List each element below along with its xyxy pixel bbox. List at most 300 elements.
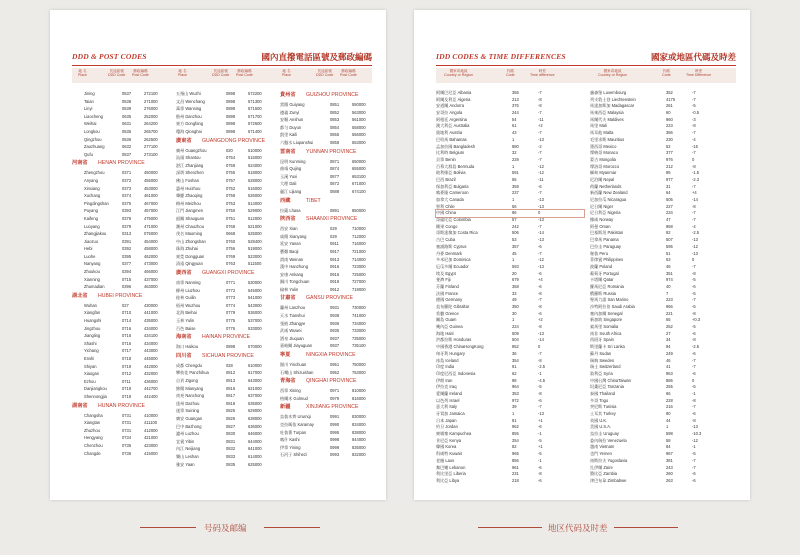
post-code: 458000 bbox=[144, 246, 158, 252]
country-code: 227 bbox=[666, 203, 673, 209]
country-code: 960 bbox=[666, 116, 673, 122]
ddd-code: 0668 bbox=[226, 231, 236, 237]
time-difference: -2 bbox=[538, 143, 542, 149]
post-code: 617000 bbox=[248, 370, 262, 376]
country-row bbox=[590, 264, 738, 271]
ddd-code: 0379 bbox=[122, 223, 132, 229]
place-row bbox=[280, 304, 382, 312]
country-name: 德國 Germany bbox=[436, 297, 463, 303]
ddd-code: 0995 bbox=[330, 429, 340, 435]
ddd-code: 0835 bbox=[226, 461, 236, 467]
left-header-en: Place bbox=[78, 73, 87, 77]
place-row bbox=[176, 98, 278, 106]
country-row bbox=[436, 351, 584, 358]
place-row bbox=[72, 113, 174, 121]
time-difference: +1 bbox=[538, 444, 543, 450]
country-name: 哥倫比亞 Colombia bbox=[436, 217, 471, 223]
post-code: 844000 bbox=[352, 437, 366, 443]
country-name: 摩洛哥 Morocco bbox=[590, 163, 620, 169]
post-code: 523000 bbox=[248, 253, 262, 259]
time-difference: -1 bbox=[538, 370, 542, 376]
place-name: Zhangjiakou bbox=[84, 231, 107, 237]
place-row bbox=[72, 419, 174, 427]
ddd-code: 0537 bbox=[122, 151, 132, 157]
country-row bbox=[436, 391, 584, 398]
time-difference: -8 bbox=[538, 324, 542, 330]
post-code: 614000 bbox=[248, 453, 262, 459]
place-row bbox=[176, 294, 278, 302]
ddd-code: 0394 bbox=[122, 269, 132, 275]
country-row bbox=[436, 431, 584, 438]
country-code: 53 bbox=[512, 237, 517, 243]
country-name: 蘇丹 Sudan bbox=[590, 350, 612, 356]
ddd-code: 0935 bbox=[330, 328, 340, 334]
time-difference: -6 bbox=[538, 283, 542, 289]
province-heading bbox=[176, 351, 278, 362]
place-row bbox=[72, 412, 174, 420]
place-row bbox=[72, 185, 174, 193]
country-name: 巴西 Brazil bbox=[436, 176, 456, 182]
country-row bbox=[436, 197, 584, 204]
place-name: Ezhou bbox=[84, 378, 96, 384]
post-code: 725000 bbox=[352, 271, 366, 277]
country-code: 880 bbox=[512, 143, 519, 149]
place-name: 遵義 Zunyi bbox=[280, 109, 300, 115]
country-code: 41 bbox=[666, 364, 671, 370]
country-code: 963 bbox=[666, 370, 673, 376]
country-code: 52 bbox=[666, 143, 671, 149]
place-row bbox=[72, 340, 174, 348]
post-code: 525000 bbox=[248, 231, 262, 237]
ddd-code: 0755 bbox=[226, 170, 236, 176]
post-code: 816000 bbox=[352, 395, 366, 401]
place-name: Anyang bbox=[84, 177, 98, 183]
ddd-code: 028 bbox=[226, 362, 233, 368]
place-name: 巴中 Bazhong bbox=[176, 423, 202, 429]
place-name: 梅州 Meizhou bbox=[176, 200, 201, 206]
time-difference: -7 bbox=[692, 130, 696, 136]
ddd-code: 0913 bbox=[330, 256, 340, 262]
country-name: 丹麥 Denmark bbox=[436, 250, 462, 256]
post-code: 543000 bbox=[248, 302, 262, 308]
time-difference: -6 bbox=[538, 397, 542, 403]
country-code: 213 bbox=[512, 96, 519, 102]
place-row bbox=[176, 407, 278, 415]
post-code: 714000 bbox=[352, 256, 366, 262]
country-code: 260 bbox=[666, 471, 673, 477]
place-name: 伊寧 Yining bbox=[280, 444, 301, 450]
time-difference: -6 bbox=[538, 183, 542, 189]
post-code: 075000 bbox=[144, 231, 158, 237]
country-row bbox=[436, 384, 584, 391]
country-name: 馬爾代夫 Maldives bbox=[590, 116, 624, 122]
country-name: 卡塔爾 Qatar bbox=[590, 277, 614, 283]
country-name: 泰國 Thailand bbox=[590, 390, 616, 396]
place-row bbox=[72, 177, 174, 185]
country-code: 49 bbox=[512, 297, 517, 303]
ddd-code: 0854 bbox=[330, 124, 340, 130]
ddd-code: 0816 bbox=[226, 385, 236, 391]
province-heading-cn: 河南省 bbox=[72, 160, 88, 167]
time-difference: -4 bbox=[692, 223, 696, 229]
country-row bbox=[436, 344, 584, 351]
country-code: 354 bbox=[512, 357, 519, 363]
country-code: 94 bbox=[666, 344, 671, 350]
time-difference: -7 bbox=[692, 90, 696, 95]
place-row bbox=[72, 245, 174, 253]
time-difference: -8 bbox=[538, 96, 542, 102]
country-code: 261 bbox=[666, 103, 673, 109]
country-row bbox=[590, 391, 738, 398]
country-code: 223 bbox=[666, 297, 673, 303]
ddd-code: 0718 bbox=[122, 356, 132, 361]
country-row bbox=[436, 170, 584, 177]
post-code: 518000 bbox=[248, 170, 262, 176]
post-code: 810000 bbox=[352, 388, 366, 394]
place-row bbox=[72, 276, 174, 284]
country-name: 扎伊爾 Zaire bbox=[590, 464, 613, 470]
country-row bbox=[590, 197, 738, 204]
country-code: 66 bbox=[666, 390, 671, 396]
post-code: 735100 bbox=[352, 343, 366, 349]
place-row bbox=[72, 128, 174, 136]
time-difference: -11 bbox=[538, 176, 544, 182]
ddd-code: 0719 bbox=[122, 363, 132, 369]
ddd-code: 0812 bbox=[226, 370, 236, 376]
province-heading bbox=[280, 147, 382, 158]
province-heading bbox=[280, 196, 382, 207]
place-name: Xiaogan bbox=[84, 371, 100, 377]
country-code: 231 bbox=[512, 471, 519, 477]
time-difference: -6 bbox=[692, 370, 696, 376]
right-footer-line-right bbox=[614, 527, 678, 528]
ddd-code: 0754 bbox=[226, 155, 236, 161]
place-row bbox=[176, 362, 278, 370]
place-row bbox=[280, 101, 382, 109]
place-name: 潮州 Chaozhou bbox=[176, 223, 204, 229]
place-row bbox=[176, 120, 278, 128]
time-difference: -1 bbox=[538, 457, 542, 463]
country-row bbox=[590, 137, 738, 144]
place-row bbox=[72, 442, 174, 450]
place-name: 曲靖 Qujing bbox=[280, 166, 302, 172]
country-code: 962 bbox=[512, 424, 519, 430]
left-header-cn: 郵政編碼 bbox=[133, 69, 148, 73]
place-row bbox=[176, 207, 278, 215]
place-name: 五指山 Wuzhi bbox=[176, 91, 201, 96]
country-name: 波蘭 Poland bbox=[590, 263, 613, 269]
place-row bbox=[280, 286, 382, 294]
country-code: 254 bbox=[512, 437, 519, 443]
place-row bbox=[280, 256, 382, 264]
country-code: 229 bbox=[512, 156, 519, 162]
place-row bbox=[280, 165, 382, 173]
ddd-code: 0825 bbox=[226, 408, 236, 414]
place-name: 石河子 Shihezi bbox=[280, 452, 307, 458]
country-code: 1 bbox=[512, 197, 515, 202]
place-name: Xinxiang bbox=[84, 185, 100, 191]
post-code: 572200 bbox=[248, 91, 262, 96]
ddd-code: 0915 bbox=[330, 271, 340, 277]
ddd-code: 0911 bbox=[330, 241, 339, 247]
right-header-cn: 代碼 bbox=[506, 69, 514, 73]
country-code: 381 bbox=[666, 457, 673, 463]
time-difference: -6 bbox=[538, 424, 542, 430]
country-row bbox=[436, 358, 584, 365]
place-name: Shennongjia bbox=[84, 393, 107, 399]
country-code: 60 bbox=[666, 110, 671, 116]
post-code: 455000 bbox=[144, 177, 158, 183]
place-name: Jingzhou bbox=[84, 325, 101, 331]
country-code: 350 bbox=[512, 304, 519, 309]
country-code: 591 bbox=[512, 170, 519, 176]
country-row bbox=[436, 398, 584, 405]
place-name: 佛山 Foshan bbox=[176, 177, 199, 183]
country-code: 509 bbox=[512, 330, 519, 336]
country-name: 聖馬力諾 San Marino bbox=[590, 297, 629, 303]
place-row bbox=[280, 188, 382, 196]
country-name: 巴拿馬 Panama bbox=[590, 237, 619, 243]
province-heading-en: SICHUAN PROVINCE bbox=[202, 352, 254, 359]
post-code: 719000 bbox=[352, 286, 366, 292]
ddd-code: 0852 bbox=[330, 109, 340, 115]
country-code: 30 bbox=[512, 310, 517, 316]
country-code: 39 bbox=[512, 404, 517, 410]
country-name: 美國 U.S.A. bbox=[590, 424, 612, 430]
country-name: 秘魯 Peru bbox=[590, 250, 608, 256]
country-name: 古巴 Cuba bbox=[436, 237, 456, 243]
country-code: 976 bbox=[666, 156, 673, 162]
province-heading-cn: 湖南省 bbox=[72, 402, 88, 409]
country-name: 索馬里 Somalia bbox=[590, 324, 619, 330]
ddd-code: 0736 bbox=[122, 450, 132, 456]
place-row bbox=[176, 245, 278, 253]
time-difference: -13 bbox=[538, 263, 544, 269]
right-footer-line-left bbox=[478, 527, 542, 528]
place-name: 攀枝花 Panzhihua bbox=[176, 370, 209, 376]
country-name: 希臘 Greece bbox=[436, 310, 459, 316]
country-name: 英國 U.K. bbox=[590, 417, 608, 423]
time-difference: -5 bbox=[692, 277, 696, 283]
province-heading-en: TIBET bbox=[306, 197, 321, 204]
place-name: 嘉峪關 Jiayuguan bbox=[280, 343, 313, 349]
place-name: 瀘州 Luzhou bbox=[176, 431, 199, 437]
ddd-code: 0779 bbox=[226, 310, 236, 316]
country-code: 81 bbox=[512, 417, 517, 423]
post-code: 730000 bbox=[352, 305, 366, 311]
province-heading-cn: 海南省 bbox=[176, 334, 192, 341]
time-difference: -7 bbox=[692, 404, 696, 410]
country-code: 218 bbox=[512, 477, 519, 483]
place-name: 綿陽 Mianyang bbox=[176, 385, 204, 391]
left-page bbox=[50, 10, 386, 500]
ddd-code: 0715 bbox=[122, 276, 132, 282]
ddd-code: 0772 bbox=[226, 287, 236, 293]
ddd-code: 0776 bbox=[226, 325, 236, 331]
country-row bbox=[590, 297, 738, 304]
post-code: 252000 bbox=[144, 113, 158, 119]
right-header-cell bbox=[662, 69, 671, 77]
country-name: 韓國 Korea bbox=[436, 444, 457, 450]
place-name: Changsha bbox=[84, 412, 103, 418]
time-difference: -7 bbox=[692, 96, 696, 102]
place-name: Taian bbox=[84, 98, 94, 104]
country-code: 504 bbox=[512, 337, 519, 343]
time-difference: -1 bbox=[692, 444, 696, 450]
country-code: 886 bbox=[666, 377, 673, 383]
place-name: 西寧 Xining bbox=[280, 388, 301, 394]
country-code: 228 bbox=[666, 397, 673, 403]
right-header-cell bbox=[506, 69, 515, 77]
place-name: 吐魯番 Turpan bbox=[280, 429, 307, 435]
country-name: 黎巴嫩 Lebanon bbox=[436, 464, 466, 470]
place-name: 雅安 Yaan bbox=[176, 461, 195, 467]
place-name: 天水 Tianshui bbox=[280, 313, 305, 319]
place-row bbox=[176, 128, 278, 136]
country-name: 新西蘭 New Zealand bbox=[590, 190, 628, 196]
place-row bbox=[280, 413, 382, 421]
right-header-en: Code bbox=[662, 73, 671, 77]
province-heading-en: XINJIANG PROVINCE bbox=[306, 404, 359, 411]
place-row bbox=[72, 98, 174, 106]
country-row bbox=[436, 157, 584, 164]
place-row bbox=[72, 207, 174, 215]
place-name: Nanyang bbox=[84, 261, 101, 267]
country-row bbox=[590, 304, 738, 311]
right-header-cn: 國家或地區 bbox=[603, 69, 622, 73]
place-row bbox=[176, 177, 278, 185]
place-row bbox=[280, 335, 382, 343]
place-row bbox=[280, 240, 382, 248]
place-row bbox=[72, 268, 174, 276]
time-difference: -2.3 bbox=[692, 176, 700, 182]
right-column-1 bbox=[436, 90, 584, 485]
country-name: 阿爾及利亞 Algeria bbox=[436, 96, 471, 102]
time-difference: -6 bbox=[538, 464, 542, 470]
ddd-code: 0979 bbox=[330, 395, 340, 401]
post-code: 442000 bbox=[144, 363, 158, 369]
country-name: 尼日爾 Niger bbox=[590, 203, 614, 209]
place-name: Qufu bbox=[84, 151, 93, 157]
right-header-cn: 國家或地區 bbox=[449, 69, 468, 73]
country-row bbox=[590, 244, 738, 251]
country-name: 匈牙利 Hungary bbox=[436, 350, 465, 356]
country-row bbox=[436, 90, 584, 97]
country-row bbox=[436, 478, 584, 485]
place-row bbox=[280, 327, 382, 335]
left-footer-line-right bbox=[264, 527, 320, 528]
country-name: 多哥 Togo bbox=[590, 397, 609, 403]
place-name: Hengyang bbox=[84, 435, 103, 441]
country-row bbox=[436, 311, 584, 318]
place-row bbox=[176, 343, 278, 351]
country-row bbox=[590, 411, 738, 418]
country-row bbox=[436, 404, 584, 411]
ddd-code: 0831 bbox=[226, 438, 236, 444]
country-row bbox=[590, 344, 738, 351]
country-code: 961 bbox=[512, 464, 519, 470]
place-name: 六盤水 Liupanshui bbox=[280, 139, 314, 145]
left-header-en: Post Code bbox=[132, 73, 149, 77]
place-name: Zhengzhou bbox=[84, 170, 105, 176]
place-row bbox=[72, 363, 174, 371]
post-code: 528400 bbox=[248, 238, 262, 244]
time-difference: -8 bbox=[538, 390, 542, 396]
place-name: 珠海 Zhuhai bbox=[176, 246, 198, 252]
place-row bbox=[72, 136, 174, 144]
ddd-code: 0313 bbox=[122, 231, 132, 237]
ddd-code: 0898 bbox=[226, 91, 236, 96]
place-name: 大理 Dali bbox=[280, 181, 297, 187]
place-row bbox=[72, 151, 174, 159]
place-name: Pingdingshan bbox=[84, 200, 109, 206]
ddd-code: 0951 bbox=[330, 362, 340, 368]
ddd-code: 0817 bbox=[226, 393, 236, 399]
country-code: 4175 bbox=[666, 96, 676, 102]
ddd-code: 0710 bbox=[122, 310, 132, 316]
time-difference: -7 bbox=[692, 183, 696, 189]
post-code: 572600 bbox=[248, 121, 262, 127]
post-code: 454000 bbox=[144, 238, 158, 244]
country-name: 菲律賓 Philippines bbox=[590, 257, 624, 263]
right-page-title-bar bbox=[436, 52, 736, 66]
country-name: 保加利亞 Bulgaria bbox=[436, 183, 469, 189]
province-heading bbox=[280, 90, 382, 101]
post-code: 511500 bbox=[248, 261, 262, 267]
place-name: Hebi bbox=[84, 246, 93, 252]
country-name: 奧地利 Austria bbox=[436, 130, 463, 136]
time-difference: -7 bbox=[538, 130, 542, 136]
right-header-cn: 時差 bbox=[538, 69, 546, 73]
country-name: 蒙古 Mongolia bbox=[590, 156, 616, 162]
ddd-code: 0826 bbox=[226, 415, 236, 421]
country-name: 安道爾 Andorra bbox=[436, 103, 464, 109]
ddd-code: 0919 bbox=[330, 279, 340, 285]
place-name: 遂寧 Suining bbox=[176, 408, 199, 414]
place-name: Shashi bbox=[84, 340, 97, 346]
country-code: 353 bbox=[512, 390, 519, 396]
country-code: 84 bbox=[666, 444, 671, 450]
place-row bbox=[280, 158, 382, 166]
province-heading-cn: 雲南省 bbox=[280, 148, 296, 155]
country-name: 荷蘭 Netherlands bbox=[590, 183, 622, 189]
place-name: 柳州 Liuzhou bbox=[176, 287, 200, 293]
place-name: 湛江 Zhanjiang bbox=[176, 162, 204, 168]
country-row bbox=[590, 117, 738, 124]
ddd-code: 027 bbox=[122, 302, 129, 308]
country-name: 多米尼加 Dominica bbox=[436, 257, 471, 263]
country-row bbox=[590, 478, 738, 485]
province-heading bbox=[280, 350, 382, 361]
ddd-code: 0731 bbox=[122, 420, 132, 426]
country-name: 法國 France bbox=[436, 290, 459, 296]
left-footer-label: 号码及邮编 bbox=[204, 523, 247, 533]
country-code: 249 bbox=[666, 350, 673, 356]
time-difference: -7 bbox=[538, 156, 542, 162]
time-difference: -6 bbox=[692, 411, 696, 416]
province-heading-en: GUANGDONG PROVINCE bbox=[202, 137, 266, 144]
country-row bbox=[436, 371, 584, 378]
country-code: 965 bbox=[512, 451, 519, 457]
province-heading-cn: 廣西省 bbox=[176, 270, 192, 277]
place-name: 銅川 Tongchuan bbox=[280, 279, 310, 285]
ddd-code: 0751 bbox=[226, 215, 236, 221]
time-difference: -6 bbox=[538, 310, 542, 316]
country-code: 967 bbox=[666, 451, 673, 457]
place-row bbox=[176, 238, 278, 246]
place-name: 成都 Chengdu bbox=[176, 362, 202, 368]
post-code: 272100 bbox=[144, 91, 158, 96]
